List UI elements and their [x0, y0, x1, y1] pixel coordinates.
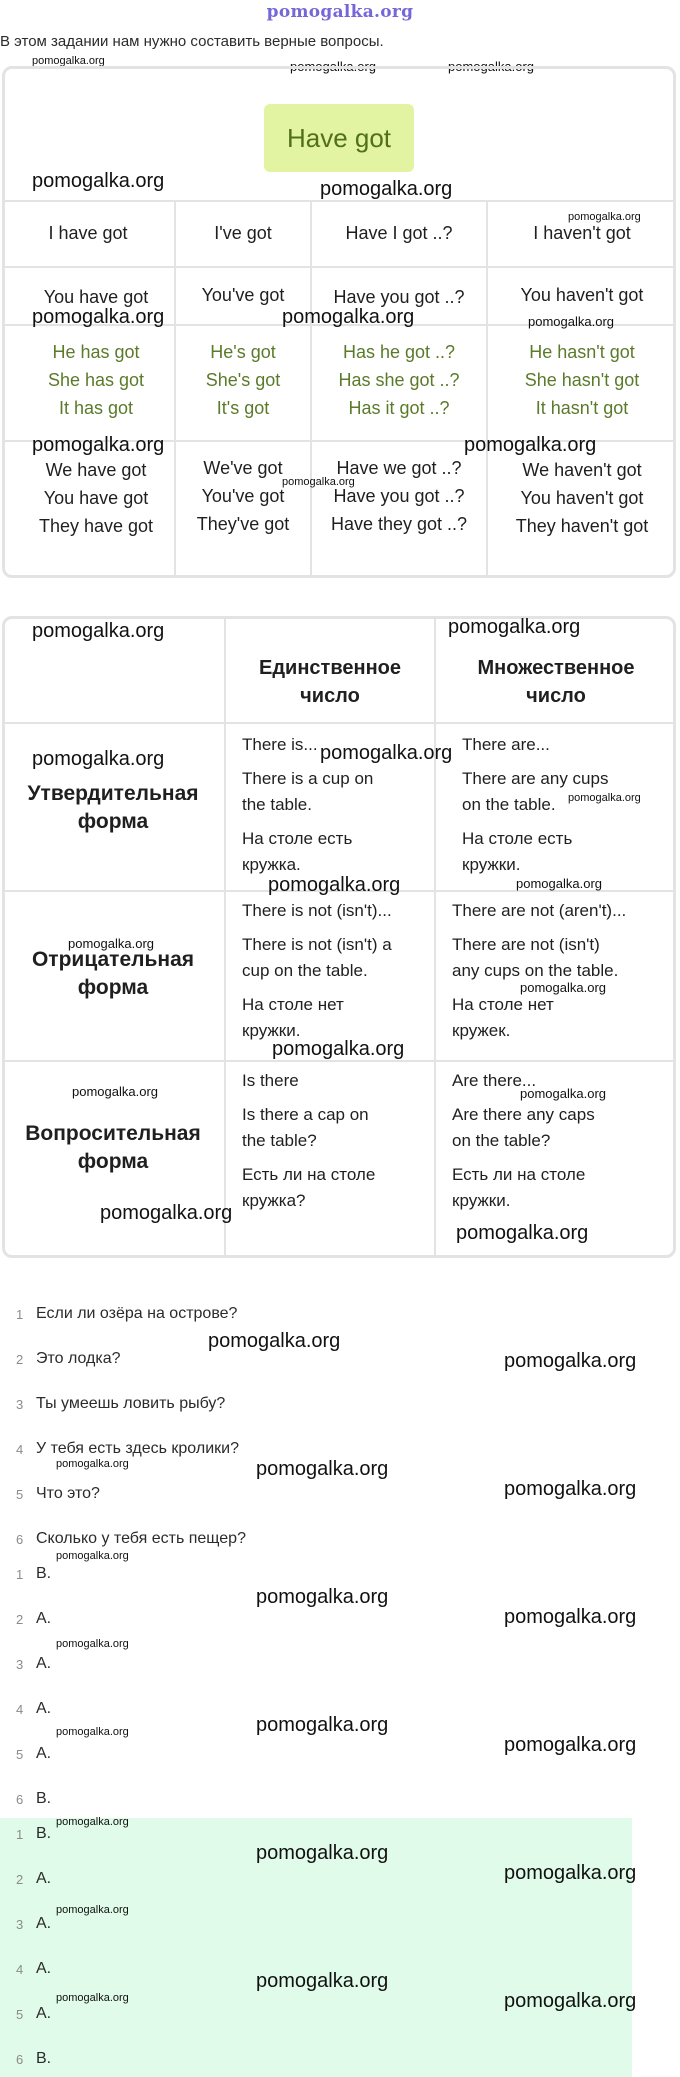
watermark: pomogalka.org — [528, 314, 614, 329]
table-cell: Have you got ..? — [333, 287, 465, 307]
list-number: 5 — [16, 2007, 24, 2022]
table-cell: There is... There is a cup on the table. На столе есть кружка. — [242, 735, 374, 874]
watermark: pomogalka.org — [456, 1222, 589, 1244]
watermark: pomogalka.org — [516, 876, 602, 891]
table-cell: We haven't got You haven't got They haven't got — [515, 460, 649, 536]
answer-item: A. — [36, 1700, 52, 1717]
watermark: pomogalka.org — [504, 1862, 637, 1884]
answer-item: B. — [36, 1825, 52, 1842]
answer-item: B. — [36, 1790, 52, 1807]
list-item: Если ли озёра на острове? — [36, 1305, 238, 1322]
table-cell: There is not (isn't)... There is not (isn't) a cup on the table. На столе нет кружки. — [242, 901, 392, 1040]
watermark: pomogalka.org — [256, 1586, 389, 1608]
watermark: pomogalka.org — [68, 936, 154, 951]
watermark: pomogalka.org — [448, 616, 581, 638]
watermark: pomogalka.org — [56, 1992, 129, 2004]
column-header-singular: Единственное число — [259, 657, 401, 707]
watermark: pomogalka.org — [504, 1734, 637, 1756]
watermark: pomogalka.org — [56, 1550, 129, 1562]
answer-item: A. — [36, 2005, 52, 2022]
watermark: pomogalka.org — [256, 1714, 389, 1736]
table-cell: He's got She's got It's got — [205, 342, 281, 418]
list-number: 4 — [16, 1962, 24, 1977]
watermark: pomogalka.org — [56, 1816, 129, 1828]
watermark: pomogalka.org — [32, 170, 165, 192]
watermark: pomogalka.org — [504, 1990, 637, 2012]
row-header-negative: Отрицательная форма — [31, 948, 195, 999]
answer-item: B. — [36, 1565, 52, 1582]
list-number: 1 — [16, 1307, 24, 1322]
watermark: pomogalka.org — [32, 55, 105, 67]
list-item: У тебя есть здесь кролики? — [36, 1440, 239, 1457]
watermark: pomogalka.org — [448, 59, 534, 74]
list-number: 1 — [16, 1567, 24, 1582]
column-header-plural: Множественное число — [477, 657, 635, 707]
watermark: pomogalka.org — [32, 620, 165, 642]
table-cell: You haven't got — [520, 285, 644, 305]
table-cell: There are... There are any cups on the table. На столе есть кружки. — [462, 735, 609, 874]
watermark: pomogalka.org — [282, 476, 355, 488]
table-cell: We have got You have got They have got — [38, 460, 154, 536]
watermark: pomogalka.org — [32, 748, 165, 770]
answer-item: A. — [36, 1745, 52, 1762]
answer-item: B. — [36, 2050, 52, 2067]
table-cell: Is there Is there a cap on the table? Есть ли на столе кружка? — [242, 1071, 376, 1210]
watermark: pomogalka.org — [72, 1084, 158, 1099]
have-got-header: Have got — [264, 104, 414, 172]
watermark: pomogalka.org — [100, 1202, 233, 1224]
list-item: Это лодка? — [36, 1350, 121, 1367]
watermark: pomogalka.org — [568, 211, 641, 223]
answer-item: A. — [36, 1655, 52, 1672]
watermark: pomogalka.org — [268, 874, 401, 896]
list-number: 2 — [16, 1872, 24, 1887]
watermark: pomogalka.org — [320, 742, 453, 764]
row-header-affirmative: Утвердительная форма — [27, 782, 199, 833]
list-number: 3 — [16, 1397, 24, 1412]
list-number: 6 — [16, 1792, 24, 1807]
watermark: pomogalka.org — [504, 1606, 637, 1628]
list-item: Что это? — [36, 1485, 100, 1502]
table-cell: We've got You've got They've got — [196, 458, 290, 534]
site-logo[interactable]: pomogalka.org — [266, 2, 414, 22]
table-cell: I've got — [214, 223, 272, 243]
table-cell: There are not (aren't)... There are not (isn't) any cups on the table. На столе нет кружек. — [452, 901, 627, 1040]
watermark: pomogalka.org — [56, 1726, 129, 1738]
intro-text: В этом задании нам нужно составить верные вопросы. — [0, 33, 384, 50]
answer-item: A. — [36, 1870, 52, 1887]
watermark: pomogalka.org — [56, 1458, 129, 1470]
answer-item: A. — [36, 1960, 52, 1977]
list-number: 2 — [16, 1612, 24, 1627]
table-cell: Are there... Are there any caps on the table? Есть ли на столе кружки. — [452, 1071, 595, 1210]
list-number: 5 — [16, 1487, 24, 1502]
list-number: 6 — [16, 2052, 24, 2067]
answer-item: A. — [36, 1610, 52, 1627]
list-number: 3 — [16, 1657, 24, 1672]
watermark: pomogalka.org — [504, 1478, 637, 1500]
list-number: 3 — [16, 1917, 24, 1932]
list-number: 4 — [16, 1702, 24, 1717]
watermark: pomogalka.org — [32, 306, 165, 328]
list-item: Сколько у тебя есть пещер? — [36, 1530, 246, 1547]
watermark: pomogalka.org — [32, 434, 165, 456]
list-number: 5 — [16, 1747, 24, 1762]
list-number: 4 — [16, 1442, 24, 1457]
watermark: pomogalka.org — [290, 59, 376, 74]
watermark: pomogalka.org — [568, 792, 641, 804]
table-cell: You have got — [43, 287, 149, 307]
table-cell: I haven't got — [533, 223, 631, 243]
watermark: pomogalka.org — [56, 1638, 129, 1650]
table-cell: I have got — [48, 223, 128, 243]
watermark: pomogalka.org — [504, 1350, 637, 1372]
watermark: pomogalka.org — [520, 1086, 606, 1101]
watermark: pomogalka.org — [56, 1904, 129, 1916]
table-cell: Have we got ..? Have you got ..? Have they got ..? — [330, 458, 468, 534]
list-item: Ты умеешь ловить рыбу? — [36, 1395, 226, 1412]
watermark: pomogalka.org — [256, 1458, 389, 1480]
watermark: pomogalka.org — [520, 980, 606, 995]
watermark: pomogalka.org — [272, 1038, 405, 1060]
table-cell: He has got She has got It has got — [47, 342, 145, 418]
table-cell: Has he got ..? Has she got ..? Has it got ..? — [338, 342, 460, 418]
watermark: pomogalka.org — [464, 434, 597, 456]
table-cell: He hasn't got She hasn't got It hasn't got — [524, 342, 640, 418]
watermark: pomogalka.org — [256, 1842, 389, 1864]
answer-item: A. — [36, 1915, 52, 1932]
watermark: pomogalka.org — [282, 306, 415, 328]
list-number: 2 — [16, 1352, 24, 1367]
watermark: pomogalka.org — [208, 1330, 341, 1352]
table-cell: Have I got ..? — [345, 223, 453, 243]
row-header-question: Вопросительная форма — [25, 1122, 201, 1173]
list-number: 1 — [16, 1827, 24, 1842]
watermark: pomogalka.org — [256, 1970, 389, 1992]
list-number: 6 — [16, 1532, 24, 1547]
watermark: pomogalka.org — [320, 178, 453, 200]
table-cell: You've got — [201, 285, 285, 305]
